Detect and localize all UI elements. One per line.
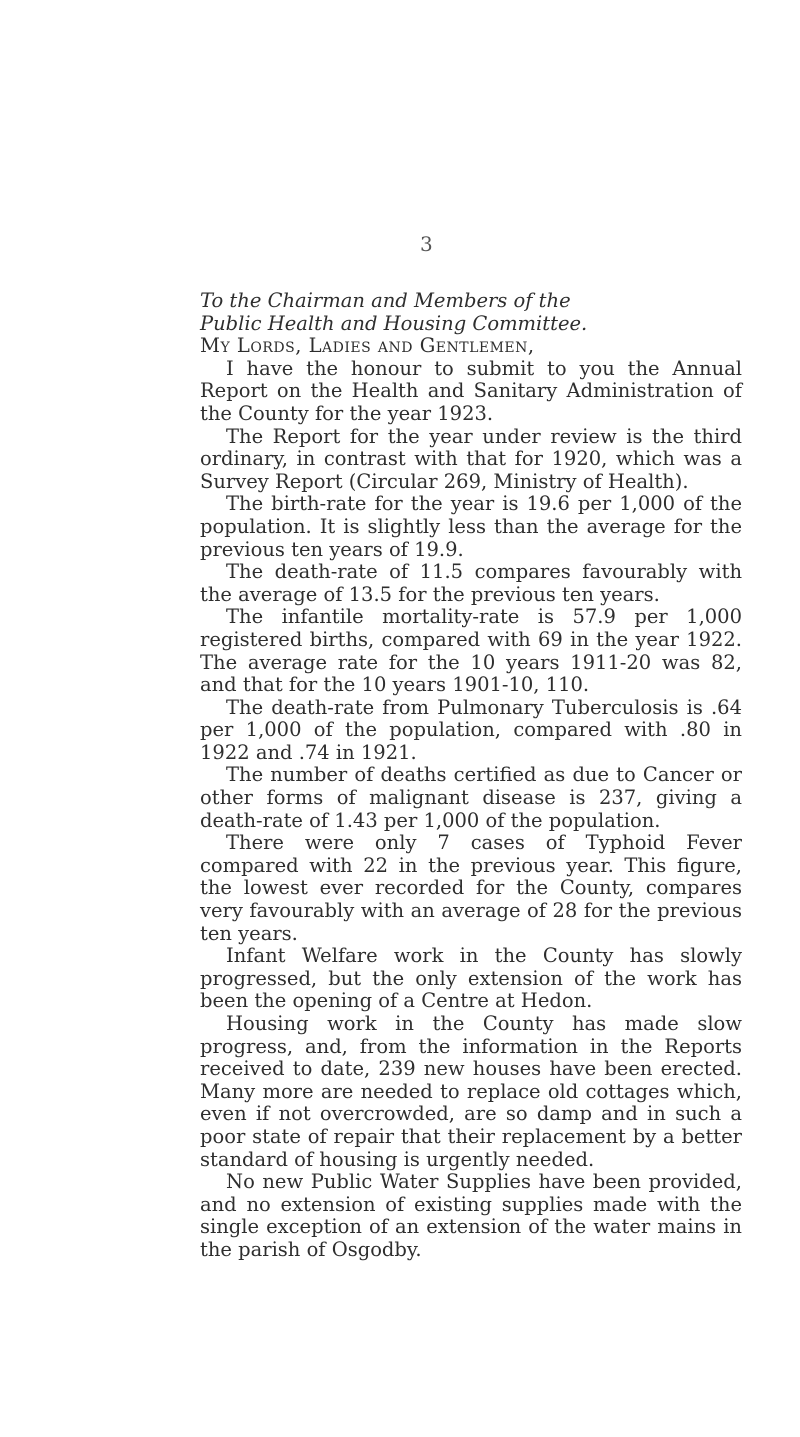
paragraph-typhoid: There were only 7 cases of Typhoid Fever compared with 22 in the previous year. This figure, the lowest ever recorded for the County, compares very favourably with an average of 28 for the previous ten years. [200, 831, 742, 945]
page-number: 3 [420, 232, 433, 256]
paragraph-water-supplies: No new Public Water Supplies have been provided, and no extension of existing supplies made with the single exception of an extension of the water mains in the parish of Osgodby. [200, 1170, 742, 1261]
paragraph-cancer: The number of deaths certified as due to Cancer or other forms of malignant disease is 237, giving a death-rate of 1.43 per 1,000 of the population. [200, 763, 742, 832]
paragraph-housing: Housing work in the County has made slow progress, and, from the information in the Reports received to date, 239 new houses have been erected. Many more are needed to replace old cottages which, even if not overcrowded, are so damp and in such a poor state of repair that their replacement by a better standard of housing is urgently needed. [200, 1012, 742, 1171]
paragraph-annual-report: I have the honour to submit to you the Annual Report on the Health and Sanitary Administration of the County for the year 1923. [200, 356, 742, 425]
paragraph-report-type: The Report for the year under review is the third ordinary, in contrast with that for 1920, which was a Survey Report (Circular 269, Ministry of Health). [200, 424, 742, 493]
report-letter [200, 290, 742, 1262]
heading-line-2: Public Health and Housing Committee. [200, 311, 588, 335]
salutation: My Lords, Ladies and Gentlemen, [200, 334, 535, 358]
paragraph-tuberculosis: The death-rate from Pulmonary Tuberculosis is .64 per 1,000 of the population, compared with .80 in 1922 and .74 in 1921. [200, 695, 742, 764]
heading-line-1: To the Chairman and Members of the [200, 289, 571, 312]
paragraph-infantile-mortality: The infantile mortality-rate is 57.9 per 1,000 registered births, compared with 69 in the year 1922. The average rate for the 10 years 1911-20 was 82, and that for the 10 years 1901-10, 110. [200, 605, 742, 697]
paragraph-birth-rate: The birth-rate for the year is 19.6 per 1,000 of the population. It is slightly less than the average for the previous ten years of 19.9. [200, 492, 742, 561]
paragraph-death-rate: The death-rate of 11.5 compares favourably with the average of 13.5 for the previous ten years. [200, 560, 742, 606]
paragraph-infant-welfare: Infant Welfare work in the County has slowly progressed, but the only extension of the work has been the opening of a Centre at Hedon. [200, 944, 742, 1013]
